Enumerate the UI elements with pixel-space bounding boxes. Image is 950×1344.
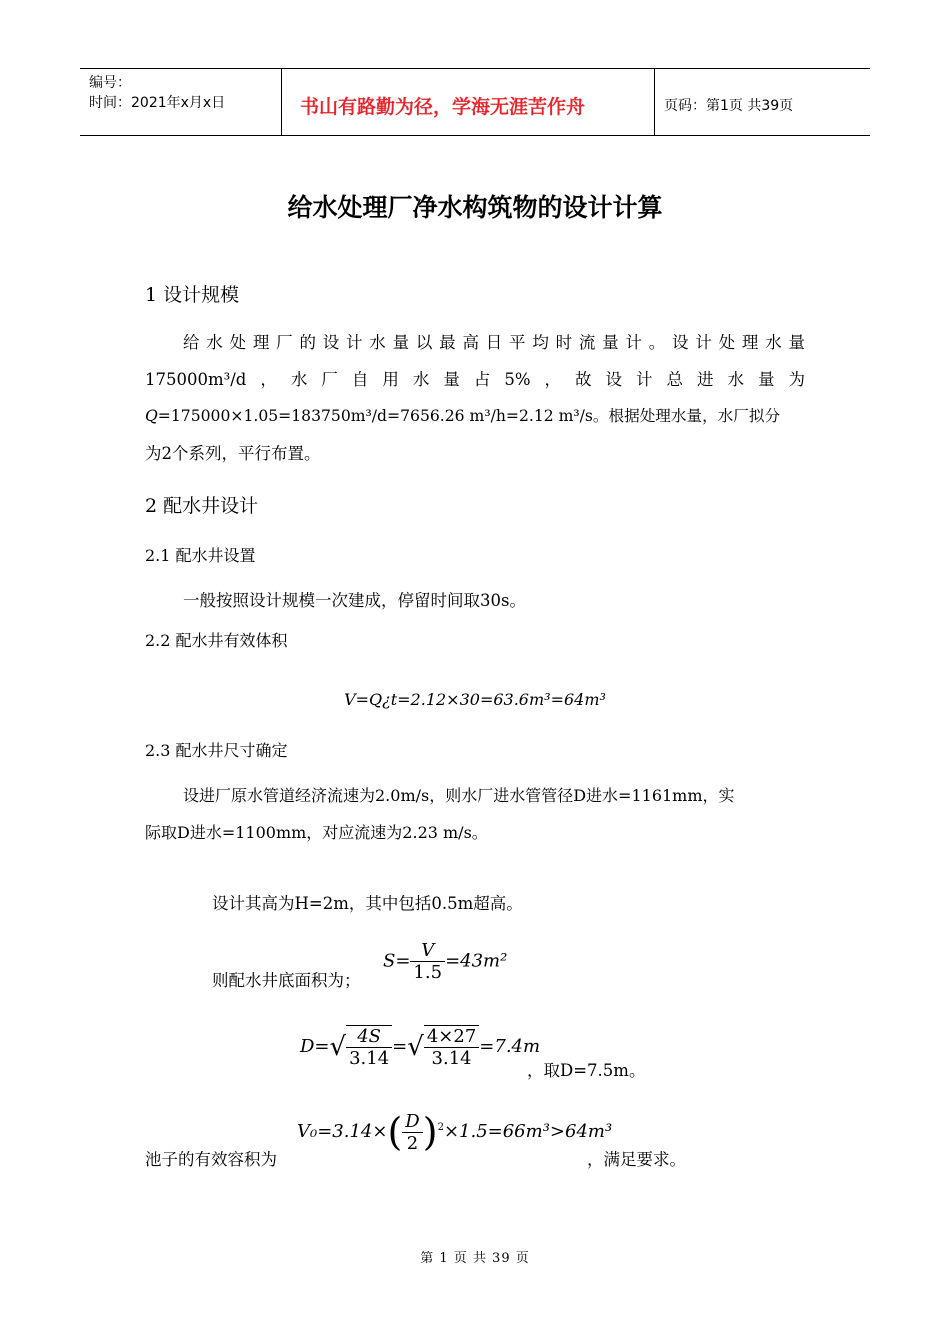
header-page-info: 页码：第1页 共39页 — [664, 98, 794, 114]
area-numerator: V — [410, 940, 445, 962]
capacity-denominator: 2 — [406, 1132, 419, 1154]
page-footer: 第 1 页 共 39 页 — [420, 1251, 530, 1266]
volume-formula: V=Q¿t=2.12×30=63.6m³=64m³ — [344, 690, 606, 709]
diameter-denominator-1: 3.14 — [349, 1048, 390, 1069]
section-1-line-3 — [145, 398, 780, 435]
diameter-numerator-2: 4×27 — [424, 1026, 479, 1048]
capacity-formula — [297, 1110, 612, 1154]
sqrt-sign-1: √ — [329, 1032, 347, 1062]
header-divider-left — [281, 69, 282, 136]
header-motto: 书山有路勤为径，学海无涯苦作舟 — [300, 96, 586, 118]
area-denominator: 1.5 — [413, 962, 443, 983]
capacity-fraction — [402, 1111, 422, 1154]
square-exponent: 2 — [437, 1122, 444, 1133]
height-text: 设计其高为H=2m，其中包括0.5m超高。 — [212, 894, 523, 913]
header-number-label: 编号： — [89, 75, 131, 91]
sqrt-sign-2: √ — [407, 1032, 424, 1062]
section-1-line-1-text: 给水处理厂的设计水量以最高日平均时流量计。设计处理水量 — [183, 333, 805, 352]
paren-right: ) — [422, 1110, 438, 1154]
section-1-line-1 — [183, 324, 805, 361]
capacity-result: ，满足要求。 — [587, 1150, 686, 1169]
section-2-1-text: 一般按照设计规模一次建成，停留时间取30s。 — [183, 591, 526, 610]
area-label: 则配水井底面积为； — [212, 971, 361, 990]
diameter-fraction-2 — [424, 1025, 479, 1069]
diameter-rhs: =7.4m — [479, 1036, 541, 1057]
header-time-label: 时间：2021年x月x日 — [89, 95, 226, 111]
diameter-numerator-1: 4S — [346, 1026, 392, 1048]
paren-left: ( — [387, 1110, 403, 1154]
header-top-rule — [80, 68, 870, 69]
area-rhs: =43m² — [445, 950, 508, 972]
capacity-label: 池子的有效容积为 — [145, 1150, 277, 1169]
diameter-formula — [300, 1025, 540, 1069]
section-2-3-heading: 2.3 配水井尺寸确定 — [145, 741, 288, 760]
page-title: 给水处理厂净水构筑物的设计计算 — [287, 193, 663, 222]
section-2-1-heading: 2.1 配水井设置 — [145, 546, 256, 565]
capacity-numerator: D — [402, 1111, 422, 1133]
capacity-lhs: V₀=3.14× — [297, 1121, 388, 1142]
diameter-fraction-1 — [346, 1025, 392, 1069]
diameter-lhs: D= — [300, 1036, 330, 1057]
capacity-rhs: ×1.5=66m³>64m³ — [443, 1121, 613, 1142]
section-1-heading: 1 设计规模 — [145, 284, 240, 306]
diameter-take: ，取D=7.5m。 — [527, 1061, 646, 1080]
header-bottom-rule — [80, 135, 870, 136]
diameter-eq: = — [392, 1036, 408, 1057]
section-2-2-heading: 2.2 配水井有效体积 — [145, 631, 288, 650]
area-lhs: S= — [383, 950, 411, 972]
section-1-line-4: 为2个系列，平行布置。 — [145, 444, 321, 463]
area-fraction — [410, 940, 445, 983]
section-1-line-2: 175000m³/d，水厂自用水量占5%，故设计总进水量为 — [145, 370, 805, 389]
diameter-denominator-2: 3.14 — [431, 1048, 472, 1069]
header-divider-right — [654, 69, 655, 136]
section-1-line-3-text: =175000×1.05=183750m³/d=7656.26 m³/h=2.12 m³/s。根据处理水量，水厂拟分 — [157, 407, 781, 425]
flow-symbol: Q — [145, 407, 158, 425]
section-2-heading: 2 配水井设计 — [145, 495, 259, 517]
section-2-3-line-1: 设进厂原水管道经济流速为2.0m/s，则水厂进水管管径D进水=1161mm，实 — [183, 786, 735, 805]
section-2-3-line-2: 际取D进水=1100mm，对应流速为2.23 m/s。 — [145, 823, 488, 842]
area-formula — [383, 940, 507, 983]
